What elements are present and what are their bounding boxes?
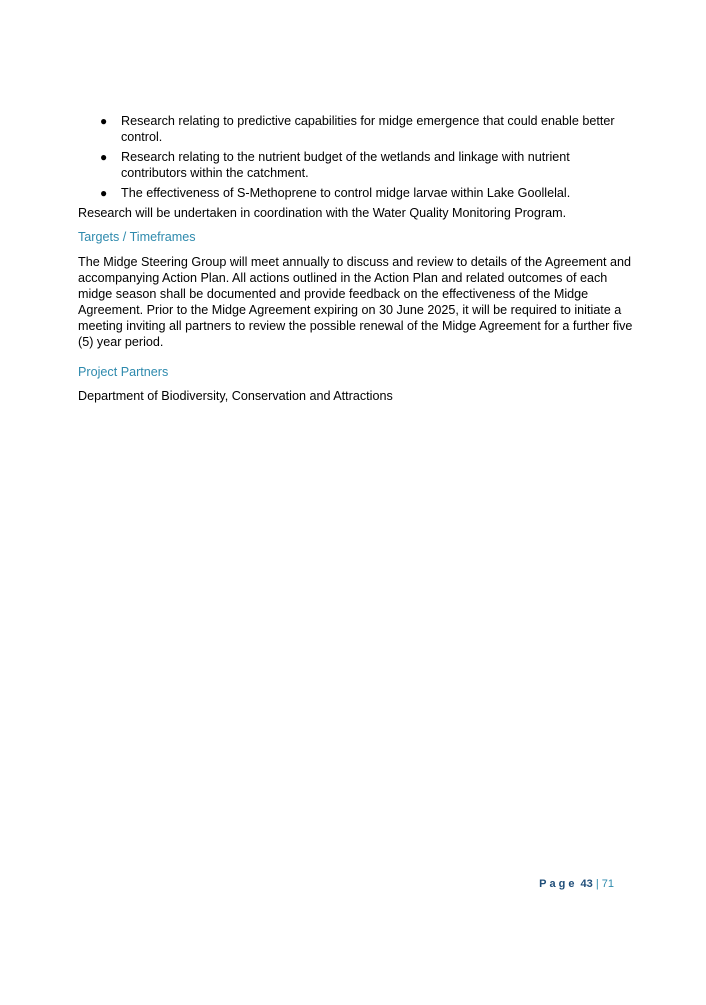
bullet-item xyxy=(78,149,634,181)
bullet-text: Research relating to predictive capabilities for midge emergence that could enable better control. xyxy=(121,114,615,144)
bullet-dot-icon: ● xyxy=(100,114,108,128)
bullet-dot-icon: ● xyxy=(100,186,108,200)
bullet-dot-icon: ● xyxy=(100,150,108,164)
page-footer xyxy=(539,876,614,892)
bullet-text: The effectiveness of S-Methoprene to control midge larvae within Lake Goollelal. xyxy=(121,186,571,200)
research-paragraph: Research will be undertaken in coordination with the Water Quality Monitoring Program. xyxy=(78,206,567,220)
partners-heading: Project Partners xyxy=(78,365,169,379)
research-bullet-list xyxy=(78,113,634,201)
footer-page-number: 43 xyxy=(580,878,593,890)
footer-total-pages: 71 xyxy=(601,878,614,890)
bullet-text: Research relating to the nutrient budget of the wetlands and linkage with nutrient contributors within the catchment. xyxy=(121,150,570,180)
footer-page-label: Page xyxy=(539,878,578,890)
bullet-item xyxy=(78,185,634,201)
bullet-item xyxy=(78,113,634,145)
targets-heading: Targets / Timeframes xyxy=(78,230,196,244)
partners-paragraph: Department of Biodiversity, Conservation and Attractions xyxy=(78,389,393,403)
footer-separator: | xyxy=(595,878,599,890)
page-content xyxy=(78,113,634,404)
targets-paragraph: The Midge Steering Group will meet annually to discuss and review to details of the Agreement and accompanying Action Plan. All actions outlined in the Action Plan and related outcomes of each midge season shall be documented and provide feedback on the effectiveness of the Midge Agreement. Prior to the Midge Agreement expiring on 30 June 2025, it will be required to initiate a meeting inviting all partners to review the possible renewal of the Midge Agreement for a further five (5) year period. xyxy=(78,255,633,349)
